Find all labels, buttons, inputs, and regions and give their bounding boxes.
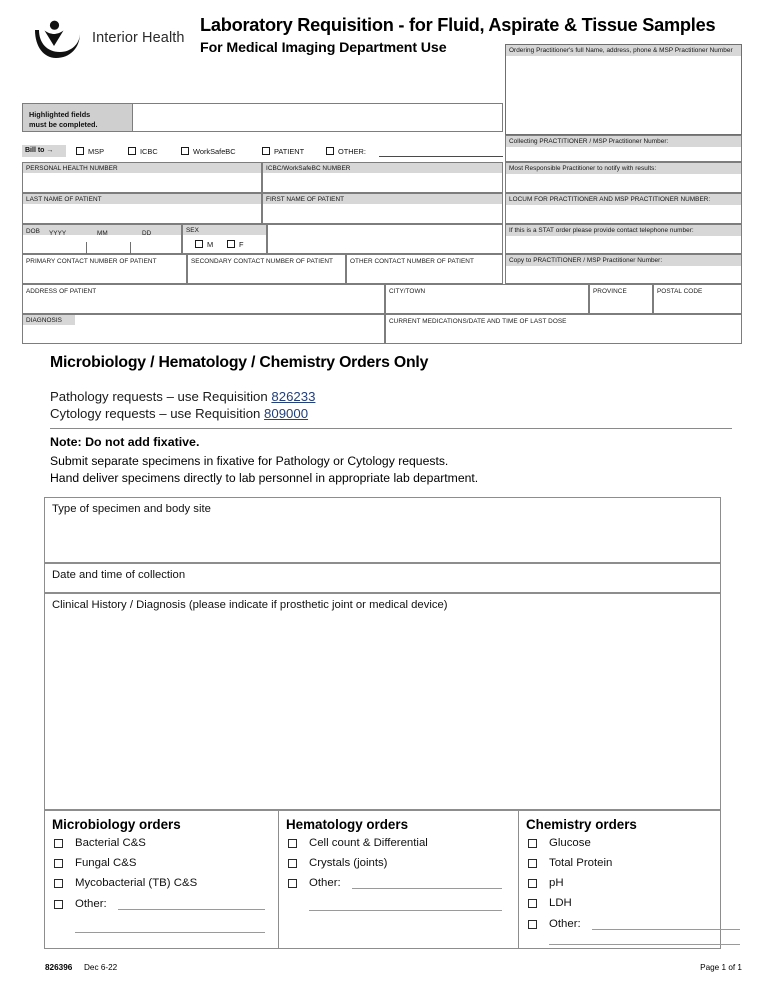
- label-date-time-collection: Date and time of collection: [52, 569, 186, 581]
- order-item-hematology-other: Other:: [309, 877, 341, 889]
- hematology-other-line-2[interactable]: [309, 910, 502, 911]
- order-column-divider-1: [278, 811, 279, 948]
- label-most-responsible-practitioner: Most Responsible Practitioner to notify with results:: [506, 163, 741, 174]
- bill-option-other: OTHER:: [338, 147, 366, 156]
- note-submit-separate-specimens: Submit separate specimens in fixative for Pathology or Cytology requests.: [50, 454, 449, 468]
- order-item-total-protein: Total Protein: [549, 857, 613, 869]
- order-item-ldh: LDH: [549, 897, 572, 909]
- checkbox-ph[interactable]: [528, 879, 537, 888]
- highlighted-fields-note: [23, 104, 133, 131]
- order-column-title-chemistry: Chemistry orders: [526, 817, 637, 832]
- field-secondary-contact[interactable]: [187, 254, 346, 284]
- label-dob: DOB: [26, 227, 40, 235]
- label-postal-code: POSTAL CODE: [657, 288, 703, 295]
- order-item-crystals-joints: Crystals (joints): [309, 857, 388, 869]
- label-address: ADDRESS OF PATIENT: [26, 288, 97, 295]
- label-copy-to-practitioner: Copy to PRACTITIONER / MSP Practitioner Number:: [506, 255, 741, 266]
- form-title: Laboratory Requisition - for Fluid, Aspirate & Tissue Samples: [200, 15, 716, 35]
- form-subtitle: For Medical Imaging Department Use: [200, 40, 447, 56]
- ordering-practitioner-label: Ordering Practitioner's full Name, address, phone & MSP Practitioner Number: [506, 45, 741, 56]
- field-province[interactable]: [589, 284, 653, 314]
- label-dob-mm: MM: [97, 230, 108, 237]
- field-type-of-specimen[interactable]: [44, 497, 721, 563]
- field-icbc-worksafebc-number[interactable]: [262, 162, 503, 193]
- checkbox-bill-worksafebc[interactable]: [181, 147, 189, 155]
- note-do-not-add-fixative: Note: Do not add fixative.: [50, 435, 200, 449]
- label-primary-contact: PRIMARY CONTACT NUMBER OF PATIENT: [26, 258, 157, 265]
- field-dob[interactable]: [22, 224, 182, 254]
- footer-revision-date: Dec 6-22: [84, 963, 118, 972]
- interior-health-swoosh-logo: [30, 19, 86, 59]
- order-item-fungal-cs: Fungal C&S: [75, 857, 137, 869]
- label-sex-male: M: [207, 240, 214, 249]
- chemistry-other-line-2[interactable]: [549, 944, 740, 945]
- order-column-title-hematology: Hematology orders: [286, 817, 409, 832]
- bill-option-patient: PATIENT: [274, 147, 305, 156]
- label-current-medications: CURRENT MEDICATIONS/DATE AND TIME OF LAST DOSE: [389, 318, 567, 325]
- checkbox-chemistry-other[interactable]: [528, 920, 537, 929]
- label-locum-practitioner: LOCUM FOR PRACTITIONER AND MSP PRACTITIONER NUMBER:: [506, 194, 741, 205]
- dob-separator-1: [86, 242, 87, 254]
- highlighted-line-1: Highlighted fields: [29, 110, 91, 119]
- label-dob-dd: DD: [142, 230, 152, 237]
- label-city-town: CITY/TOWN: [389, 288, 426, 295]
- label-secondary-contact: SECONDARY CONTACT NUMBER OF PATIENT: [191, 258, 334, 265]
- highlighted-fields-band: [22, 103, 503, 132]
- checkbox-glucose[interactable]: [528, 839, 537, 848]
- field-address[interactable]: [22, 284, 385, 314]
- order-item-mycobacterial-cs: Mycobacterial (TB) C&S: [75, 877, 198, 889]
- checkbox-bacterial-cs[interactable]: [54, 839, 63, 848]
- field-copy-to-practitioner[interactable]: [505, 254, 742, 284]
- checkbox-bill-patient[interactable]: [262, 147, 270, 155]
- bill-option-worksafebc: WorkSafeBC: [193, 147, 236, 156]
- order-item-ph: pH: [549, 877, 564, 889]
- checkbox-hematology-other[interactable]: [288, 879, 297, 888]
- field-collecting-practitioner[interactable]: [505, 135, 742, 162]
- field-postal-code[interactable]: [653, 284, 742, 314]
- checkbox-bill-icbc[interactable]: [128, 147, 136, 155]
- cytology-requisition-number[interactable]: 809000: [264, 406, 309, 421]
- bill-option-msp: MSP: [88, 147, 105, 156]
- pathology-requisition-number[interactable]: 826233: [271, 389, 316, 404]
- label-diagnosis: DIAGNOSIS: [23, 315, 75, 325]
- divider-above-note: [50, 428, 732, 429]
- label-sex-female: F: [239, 240, 244, 249]
- label-stat-contact: If this is a STAT order please provide contact telephone number:: [506, 225, 741, 236]
- label-collecting-practitioner: Collecting PRACTITIONER / MSP Practitioner Number:: [506, 136, 741, 147]
- orders-section-title: Microbiology / Hematology / Chemistry Orders Only: [50, 354, 429, 371]
- field-personal-health-number[interactable]: [22, 162, 262, 193]
- bill-to-label: Bill to →: [22, 145, 66, 157]
- checkbox-crystals-joints[interactable]: [288, 859, 297, 868]
- checkbox-fungal-cs[interactable]: [54, 859, 63, 868]
- checkbox-mycobacterial-cs[interactable]: [54, 879, 63, 888]
- label-clinical-history: Clinical History / Diagnosis (please indicate if prosthetic joint or medical device): [52, 599, 448, 611]
- label-sex: SEX: [183, 225, 266, 235]
- cytology-requisition-line: [50, 406, 308, 421]
- field-most-responsible-practitioner[interactable]: [505, 162, 742, 193]
- order-item-microbiology-other: Other:: [75, 898, 107, 910]
- checkbox-microbiology-other[interactable]: [54, 900, 63, 909]
- bill-to-row: [22, 144, 503, 160]
- field-stat-contact[interactable]: [505, 224, 742, 254]
- bill-option-icbc: ICBC: [140, 147, 158, 156]
- field-current-medications[interactable]: [385, 314, 742, 344]
- checkbox-sex-male[interactable]: [195, 240, 203, 248]
- pathology-requisition-line: [50, 389, 315, 404]
- label-province: PROVINCE: [593, 288, 627, 295]
- checkbox-bill-other[interactable]: [326, 147, 334, 155]
- organization-name: Interior Health: [92, 30, 185, 46]
- order-item-glucose: Glucose: [549, 837, 591, 849]
- checkbox-total-protein[interactable]: [528, 859, 537, 868]
- hematology-other-line-1[interactable]: [352, 888, 502, 889]
- microbiology-other-line-1[interactable]: [118, 909, 265, 910]
- field-locum-practitioner[interactable]: [505, 193, 742, 224]
- chemistry-other-line-1[interactable]: [592, 929, 740, 930]
- label-type-of-specimen: Type of specimen and body site: [52, 503, 211, 515]
- field-other-contact[interactable]: [346, 254, 503, 284]
- organization-logo: [22, 16, 197, 60]
- ordering-practitioner-box[interactable]: [505, 44, 742, 135]
- label-other-contact: OTHER CONTACT NUMBER OF PATIENT: [350, 258, 474, 265]
- order-column-divider-2: [518, 811, 519, 948]
- checkbox-ldh[interactable]: [528, 899, 537, 908]
- highlighted-line-2: must be completed.: [29, 119, 98, 129]
- field-diagnosis[interactable]: [22, 314, 385, 344]
- pathology-requisition-prefix: Pathology requests – use Requisition: [50, 389, 272, 404]
- order-item-bacterial-cs: Bacterial C&S: [75, 837, 146, 849]
- label-personal-health-number: PERSONAL HEALTH NUMBER: [23, 163, 261, 173]
- field-sex[interactable]: [182, 224, 267, 254]
- field-sex-spillover[interactable]: [267, 224, 503, 254]
- cytology-requisition-prefix: Cytology requests – use Requisition: [50, 406, 265, 421]
- field-last-name[interactable]: [22, 193, 262, 224]
- field-city-town[interactable]: [385, 284, 589, 314]
- label-dob-yyyy: YYYY: [49, 230, 67, 237]
- label-last-name: LAST NAME OF PATIENT: [23, 194, 261, 204]
- order-column-title-microbiology: Microbiology orders: [52, 817, 181, 832]
- field-primary-contact[interactable]: [22, 254, 187, 284]
- field-first-name[interactable]: [262, 193, 503, 224]
- order-item-cell-count-differential: Cell count & Differential: [309, 837, 428, 849]
- bill-other-write-in-line[interactable]: [379, 156, 503, 157]
- order-columns-container: [44, 810, 721, 949]
- footer-form-number: 826396: [45, 963, 73, 972]
- checkbox-cell-count-differential[interactable]: [288, 839, 297, 848]
- footer-page-indicator: Page 1 of 1: [700, 963, 742, 972]
- label-first-name: FIRST NAME OF PATIENT: [263, 194, 502, 204]
- note-hand-deliver-specimens: Hand deliver specimens directly to lab personnel in appropriate lab department.: [50, 471, 479, 485]
- checkbox-bill-msp[interactable]: [76, 147, 84, 155]
- checkbox-sex-female[interactable]: [227, 240, 235, 248]
- field-date-time-collection[interactable]: [44, 563, 721, 593]
- field-clinical-history[interactable]: [44, 593, 721, 810]
- dob-separator-2: [130, 242, 131, 254]
- label-icbc-worksafebc-number: ICBC/WorkSafeBC NUMBER: [263, 163, 502, 173]
- microbiology-other-line-2[interactable]: [75, 932, 265, 933]
- order-item-chemistry-other: Other:: [549, 918, 581, 930]
